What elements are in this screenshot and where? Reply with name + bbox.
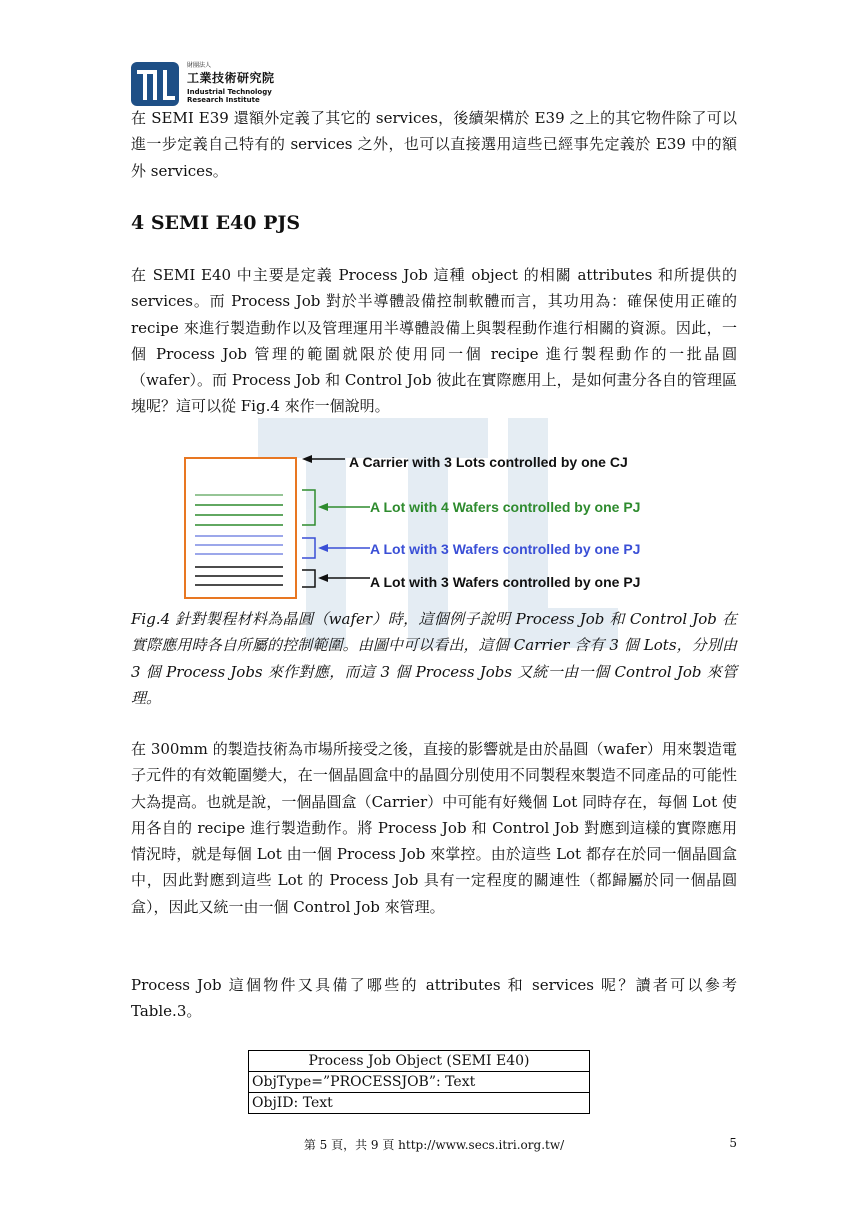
label-green-lot: A Lot with 4 Wafers controlled by one PJ	[370, 499, 641, 515]
figure-4	[180, 450, 700, 602]
itri-logo	[131, 60, 291, 110]
logo-english-line2: Research Institute	[187, 96, 260, 104]
table-header-cell: Process Job Object (SEMI E40)	[249, 1051, 590, 1072]
green-lot-bracket	[302, 490, 315, 525]
footer-page-number: 5	[729, 1136, 737, 1150]
label-black-lot: A Lot with 3 Wafers controlled by one PJ	[370, 574, 641, 590]
process-job-table	[248, 1050, 590, 1114]
green-arrowhead	[318, 503, 328, 511]
label-blue-lot: A Lot with 3 Wafers controlled by one PJ	[370, 541, 641, 557]
paragraph-process-job: 在 SEMI E40 中主要是定義 Process Job 這種 object 的相關 attributes 和所提供的 services。而 Process Job 對於半導體設備控制軟體而言，其功用為：確保使用正確的 recipe 來進行製造動作以及管理運用半導體設備上與製程動作進行相關的資源。因此，一個 Process Job 管理的範圍就限於使用同一個 recipe 進行製程動作的一批晶圓（wafer）。而 Process Job 和 Control Job 彼此在實際應用上，是如何畫分各自的管理區塊呢？這可以從 Fig.4 來作一個說明。	[131, 266, 737, 416]
table-cell: ObjID: Text	[249, 1093, 590, 1114]
table-cell: ObjType=”PROCESSJOB”: Text	[249, 1072, 590, 1093]
footer-page-info: 第 5 頁，共 9 頁 http://www.secs.itri.org.tw/	[303, 1138, 565, 1152]
blue-arrowhead	[318, 544, 328, 552]
logo-english-name	[187, 88, 272, 104]
table-row	[249, 1093, 590, 1114]
figure-4-diagram	[180, 450, 700, 602]
paragraph-intro: 在 SEMI E39 還額外定義了其它的 services，後續架構於 E39 之上的其它物件除了可以進一步定義自己特有的 services 之外，也可以直接選用這些已經事先定義於 E39 中的額外 services。	[131, 109, 737, 180]
logo-english-line1: Industrial Technology	[187, 88, 272, 96]
paragraph-300mm: 在 300mm 的製造技術為市場所接受之後，直接的影響就是由於晶圓（wafer）用來製造電子元件的有效範圍變大，在一個晶圓盒中的晶圓分別使用不同製程來製造不同產品的可能性大為提高。也就是說，一個晶圓盒（Carrier）中可能有好幾個 Lot 同時存在，每個 Lot 使用各自的 recipe 進行製造動作。將 Process Job 和 Control Job 對應到這樣的實際應用情況時，就是每個 Lot 由一個 Process Job 來掌控。由於這些 Lot 都存在於同一個晶圓盒中，因此對應到這些 Lot 的 Process Job 具有一定程度的關連性（都歸屬於同一個晶圓盒），因此又統一由一個 Control Job 來管理。	[131, 740, 737, 916]
blue-lot-bracket	[302, 538, 315, 558]
logo-small-text: 財團法人	[187, 62, 212, 69]
logo-chinese-name: 工業技術研究院	[187, 71, 275, 85]
black-arrowhead	[318, 574, 328, 582]
carrier-arrowhead	[302, 455, 312, 463]
table-row	[249, 1072, 590, 1093]
black-lot-bracket	[302, 570, 315, 587]
paragraph-attributes: Process Job 這個物件又具備了哪些的 attributes 和 services 呢？讀者可以參考 Table.3。	[131, 976, 737, 1021]
carrier-box	[185, 458, 296, 598]
itri-logo-mark	[131, 62, 179, 106]
label-carrier: A Carrier with 3 Lots controlled by one CJ	[349, 454, 628, 470]
section-heading: 4 SEMI E40 PJS	[131, 212, 301, 234]
table-header-row	[249, 1051, 590, 1072]
figure-caption: Fig.4 針對製程材料為晶圓（wafer）時，這個例子說明 Process Job 和 Control Job 在實際應用時各自所屬的控制範圍。由圖中可以看出，這個 Carrier 含有 3 個 Lots，分別由 3 個 Process Jobs 來作對應，而這 3 個 Process Jobs 又統一由一個 Control Job 來管理。	[131, 610, 737, 707]
